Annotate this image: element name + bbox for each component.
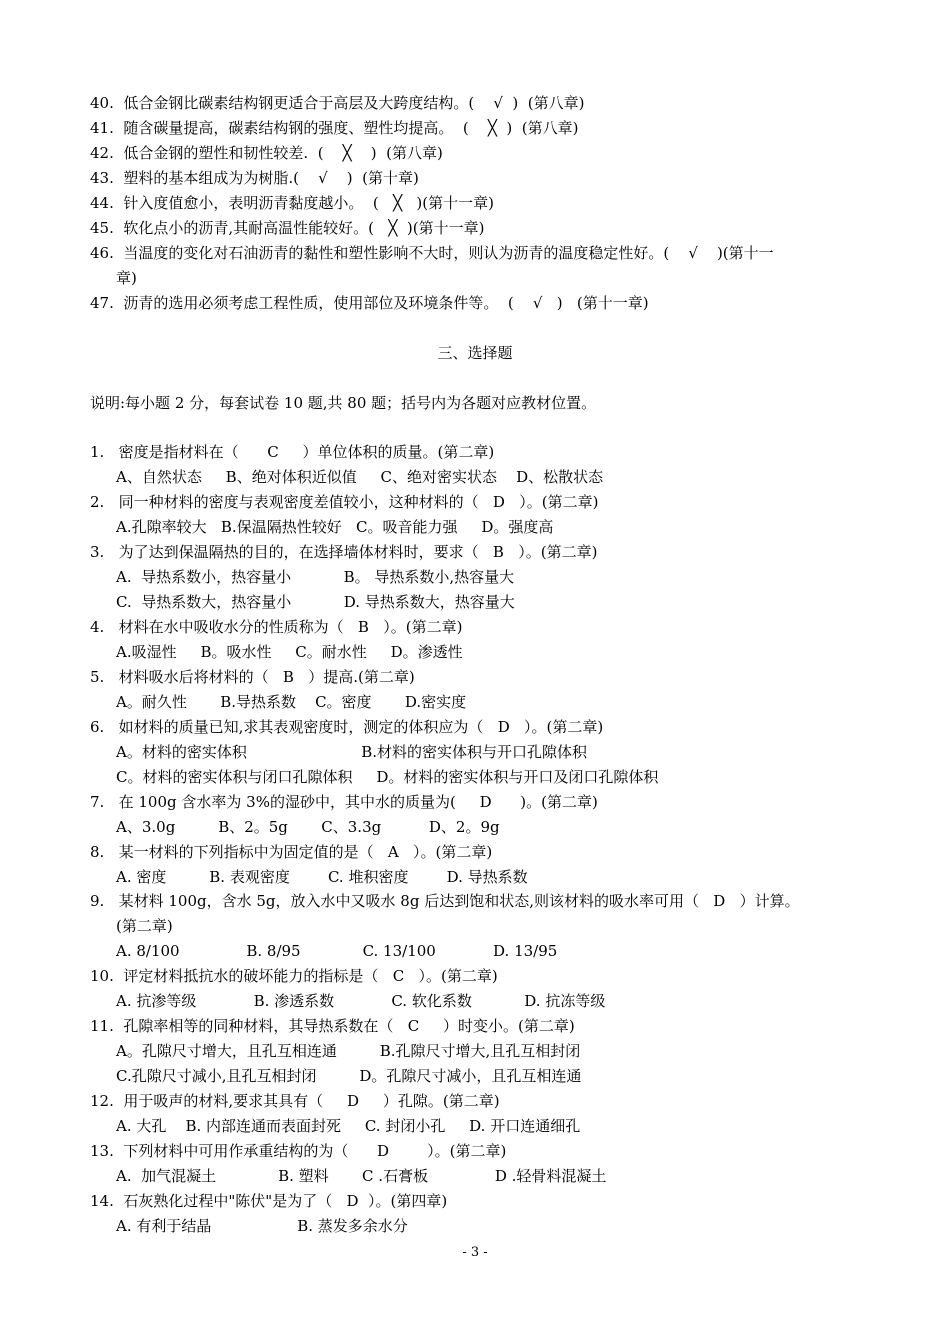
question-11-options-ab: A。孔隙尺寸增大，且孔互相连通 B.孔隙尺寸增大,且孔互相封闭: [116, 1042, 581, 1060]
tf-item-45: 45. 软化点小的沥青,其耐高温性能较好。( ╳ )(第十一章): [90, 219, 485, 237]
tf-item-40: 40. 低合金钢比碳素结构钢更适合于高层及大跨度结构。( √ ) (第八章): [90, 94, 585, 112]
question-1-options: A、自然状态 B、绝对体积近似值 C、绝对密实状态 D、松散状态: [116, 468, 604, 486]
tf-item-42: 42. 低合金钢的塑性和韧性较差. ( ╳ ) (第八章): [90, 144, 443, 162]
question-7-options: A、3.0g B、2。5g C、3.3g D、2。9g: [116, 818, 500, 836]
tf-item-46-cont: 章): [116, 269, 137, 287]
tf-item-44: 44. 针入度值愈小，表明沥青黏度越小。 ( ╳ )(第十一章): [90, 194, 494, 212]
question-5: 5. 材料吸水后将材料的（ B ）提高.(第二章): [90, 668, 415, 686]
question-12: 12. 用于吸声的材料,要求其具有（ D ）孔隙。(第二章): [90, 1092, 500, 1110]
question-7: 7. 在 100g 含水率为 3%的湿砂中，其中水的质量为( D )。(第二章): [90, 793, 598, 811]
question-3: 3. 为了达到保温隔热的目的，在选择墙体材料时，要求（ B ）。(第二章): [90, 543, 598, 561]
section-note: 说明:每小题 2 分，每套试卷 10 题,共 80 题；括号内为各题对应教材位置。: [90, 394, 597, 412]
section-title: 三、选择题: [437, 344, 513, 362]
tf-item-41: 41. 随含碳量提高，碳素结构钢的强度、塑性均提高。 ( ╳ ) (第八章): [90, 119, 579, 137]
question-4: 4. 材料在水中吸收水分的性质称为（ B ）。(第二章): [90, 618, 463, 636]
question-1: 1. 密度是指材料在（ C ）单位体积的质量。(第二章): [90, 443, 495, 461]
question-6-options-cd: C。材料的密实体积与闭口孔隙体积 D。材料的密实体积与开口及闭口孔隙体积: [116, 768, 659, 786]
question-8: 8. 某一材料的下列指标中为固定值的是（ A ）。(第二章): [90, 843, 493, 861]
question-6: 6. 如材料的质量已知,求其表观密度时，测定的体积应为（ D ）。(第二章): [90, 718, 604, 736]
question-2-options: A.孔隙率较大 B.保温隔热性较好 C。吸音能力强 D。强度高: [116, 518, 554, 536]
question-12-options: A. 大孔 B. 内部连通而表面封死 C. 封闭小孔 D. 开口连通细孔: [116, 1117, 581, 1135]
question-8-options: A. 密度 B. 表观密度 C. 堆积密度 D. 导热系数: [116, 868, 528, 886]
question-9-cont: (第二章): [116, 917, 173, 935]
question-4-options: A.吸湿性 B。吸水性 C。耐水性 D。渗透性: [116, 643, 463, 661]
question-13: 13. 下列材料中可用作承重结构的为（ D ）。(第二章): [90, 1142, 507, 1160]
question-9: 9. 某材料 100g，含水 5g，放入水中又吸水 8g 后达到饱和状态,则该材料的吸水率可用（ D ）计算。: [90, 892, 800, 910]
question-3-options-cd: C. 导热系数大，热容量小 D. 导热系数大，热容量大: [116, 593, 515, 611]
page-number: - 3 -: [462, 1245, 488, 1260]
question-9-options: A. 8/100 B. 8/95 C. 13/100 D. 13/95: [116, 942, 558, 960]
question-2: 2. 同一种材料的密度与表观密度差值较小，这种材料的（ D ）。(第二章): [90, 493, 599, 511]
tf-item-46: 46. 当温度的变化对石油沥青的黏性和塑性影响不大时，则认为沥青的温度稳定性好。( √ )(第十一: [90, 244, 774, 262]
question-10: 10. 评定材料抵抗水的破坏能力的指标是（ C ）。(第二章): [90, 967, 498, 985]
tf-item-43: 43. 塑料的基本组成为为树脂.( √ ) (第十章): [90, 169, 419, 187]
question-14: 14. 石灰熟化过程中"陈伏"是为了（ D ）。(第四章): [90, 1192, 448, 1210]
tf-item-47: 47. 沥青的选用必须考虑工程性质，使用部位及环境条件等。 ( √ ) (第十一章): [90, 294, 649, 312]
question-11: 11. 孔隙率相等的同种材料，其导热系数在（ C ）时变小。(第二章): [90, 1017, 575, 1035]
question-3-options-ab: A. 导热系数小，热容量小 B。 导热系数小,热容量大: [116, 568, 515, 586]
question-5-options: A。耐久性 B.导热系数 C。密度 D.密实度: [116, 693, 467, 711]
question-13-options: A. 加气混凝土 B. 塑料 C .石膏板 D .轻骨料混凝土: [116, 1167, 607, 1185]
question-6-options-ab: A。材料的密实体积 B.材料的密实体积与开口孔隙体积: [116, 743, 588, 761]
question-10-options: A. 抗渗等级 B. 渗透系数 C. 软化系数 D. 抗冻等级: [116, 992, 606, 1010]
question-11-options-cd: C.孔隙尺寸减小,且孔互相封闭 D。孔隙尺寸减小，且孔互相连通: [116, 1067, 582, 1085]
question-14-options: A. 有利于结晶 B. 蒸发多余水分: [116, 1217, 408, 1235]
